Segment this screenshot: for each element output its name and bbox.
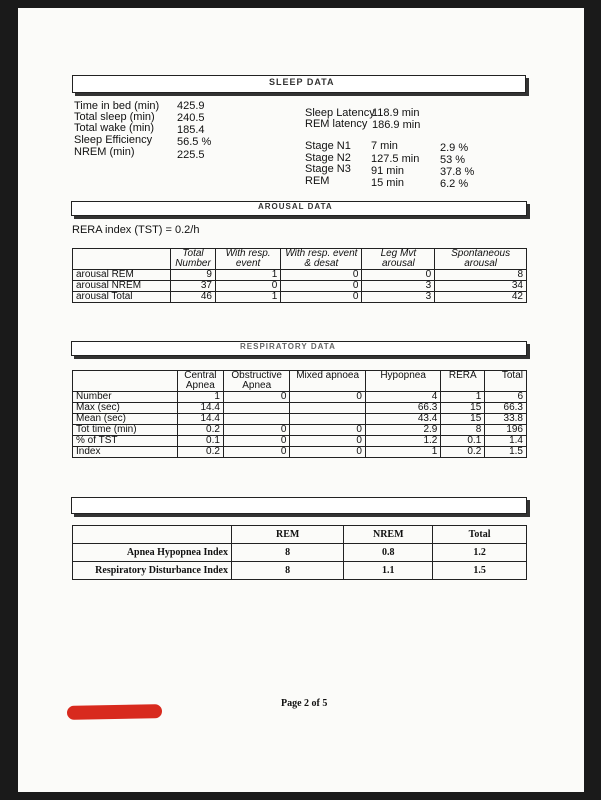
col-rem: REM [231,526,343,544]
left-stat-3-value: 56.5 % [177,136,212,148]
cell: 6 [485,392,527,403]
respiratory-table-header [73,371,527,392]
cell: 37 [171,281,216,292]
col-rera: RERA [441,371,485,392]
arousal-data-header [71,201,527,216]
cell: 196 [485,425,527,436]
summary-header-bar [71,497,527,514]
stage-n1-label: Stage N1 [305,140,351,152]
stage-rem-pct: 6.2 % [440,178,469,190]
rera-index: RERA index (TST) = 0.2/h [72,224,200,236]
cell: 0 [223,392,289,403]
stage-n2-label: Stage N2 [305,152,351,164]
cell: 1.5 [485,447,527,458]
cell: 1 [215,270,280,281]
cell: 8 [435,270,527,281]
cell: 42 [435,292,527,303]
stage-rem-label: REM [305,175,330,187]
row-label: Max (sec) [73,403,178,414]
cell [223,414,289,425]
arousal-data-title: AROUSAL DATA [258,202,333,211]
row-label: Mean (sec) [73,414,178,425]
cell: 3 [362,292,435,303]
stage-n1-min: 7 min [371,140,398,152]
col-spontaneous-arousal: Spontaneous arousal [435,249,527,270]
cell: 8 [231,562,343,580]
row-label: arousal REM [73,270,171,281]
cell: 0 [281,270,362,281]
cell: 0 [223,447,289,458]
cell: 15 [441,414,485,425]
stage-n3-pct: 37.8 % [440,166,475,178]
cell: 1 [177,392,223,403]
cell: 0 [215,281,280,292]
stage-rem-min: 15 min [371,177,405,189]
cell: 0 [362,270,435,281]
cell: 33.8 [485,414,527,425]
left-stat-0-value: 425.9 [177,100,205,112]
col-with-resp-event: With resp. event [215,249,280,270]
stage-n3-min: 91 min [371,165,405,177]
stage-n2-pct: 53 % [440,154,466,166]
table-row [73,292,527,303]
left-stat-3: Sleep Efficiency [74,134,153,146]
table-row [73,414,527,425]
cell: 14.4 [177,414,223,425]
cell: 66.3 [365,403,440,414]
left-stat-4-value: 225.5 [177,149,205,161]
table-row [73,436,527,447]
cell: 9 [171,270,216,281]
left-stat-2: Total wake (min) [74,122,155,134]
table-row [73,403,527,414]
respiratory-data-header [71,341,527,356]
row-label: Number [73,392,178,403]
table-row [73,270,527,281]
cell: 0.1 [177,436,223,447]
cell: 1.2 [433,544,527,562]
table-row [73,562,527,580]
cell: 66.3 [485,403,527,414]
table-row [73,425,527,436]
col-central-apnea: Central Apnea [177,371,223,392]
sleep-data-header [72,75,526,93]
left-stat-4: NREM (min) [74,146,135,158]
table-row [73,544,527,562]
summary-table-header [73,526,527,544]
page-number: Page 2 of 5 [281,698,328,709]
cell [290,414,365,425]
cell: 15 [441,403,485,414]
respiratory-data-title: RESPIRATORY DATA [240,342,336,351]
cell: 8 [231,544,343,562]
cell: 4 [365,392,440,403]
stage-n2-min: 127.5 min [371,153,420,165]
left-stat-2-value: 185.4 [177,124,205,136]
stage-n1-pct: 2.9 % [440,142,469,154]
sleep-data-title: SLEEP DATA [269,77,335,87]
cell [290,403,365,414]
left-stat-1: Total sleep (min) [74,111,155,123]
arousal-table-header [73,249,527,270]
col-hypopnea: Hypopnea [365,371,440,392]
cell: 1 [441,392,485,403]
cell: 1.2 [365,436,440,447]
respiratory-table [72,370,527,458]
col-total: Total [433,526,527,544]
row-label: Tot time (min) [73,425,178,436]
cell [223,403,289,414]
col-nrem: NREM [344,526,433,544]
col-total-number: Total Number [171,249,216,270]
cell: 0 [290,447,365,458]
left-stat-1-value: 240.5 [177,112,205,124]
col-total: Total [485,371,527,392]
table-row [73,447,527,458]
summary-table [72,525,527,580]
rem-latency-label: REM latency [305,118,368,130]
row-label: arousal NREM [73,281,171,292]
cell: 0.2 [177,447,223,458]
table-row [73,281,527,292]
cell: 1.1 [344,562,433,580]
col-with-resp-event-desat: With resp. event & desat [281,249,362,270]
cell: 0 [281,292,362,303]
sleep-latency-value: 118.9 min [372,107,420,119]
row-label: Apnea Hypopnea Index [73,544,232,562]
col-obstructive-apnea: Obstructive Apnea [223,371,289,392]
row-label: Index [73,447,178,458]
cell: 0 [223,425,289,436]
redaction-mark [67,704,162,720]
cell: 0.8 [344,544,433,562]
cell: 0 [290,425,365,436]
cell: 14.4 [177,403,223,414]
cell: 0 [223,436,289,447]
cell: 1.5 [433,562,527,580]
cell: 0.1 [441,436,485,447]
cell: 0 [290,392,365,403]
cell: 43.4 [365,414,440,425]
cell: 0.2 [177,425,223,436]
col-mixed-apnoea: Mixed apnoea [290,371,365,392]
cell: 3 [362,281,435,292]
cell: 0 [281,281,362,292]
row-label: Respiratory Disturbance Index [73,562,232,580]
cell: 0.2 [441,447,485,458]
cell: 1 [215,292,280,303]
cell: 0 [290,436,365,447]
left-stat-0: Time in bed (min) [74,100,160,112]
cell: 1.4 [485,436,527,447]
cell: 2.9 [365,425,440,436]
table-row [73,392,527,403]
cell: 1 [365,447,440,458]
sleep-latency-label: Sleep Latency [305,107,375,119]
cell: 34 [435,281,527,292]
row-label: % of TST [73,436,178,447]
cell: 46 [171,292,216,303]
stage-n3-label: Stage N3 [305,163,351,175]
col-leg-mvt-arousal: Leg Mvt arousal [362,249,435,270]
rem-latency-value: 186.9 min [372,119,421,131]
arousal-table [72,248,527,303]
row-label: arousal Total [73,292,171,303]
cell: 8 [441,425,485,436]
